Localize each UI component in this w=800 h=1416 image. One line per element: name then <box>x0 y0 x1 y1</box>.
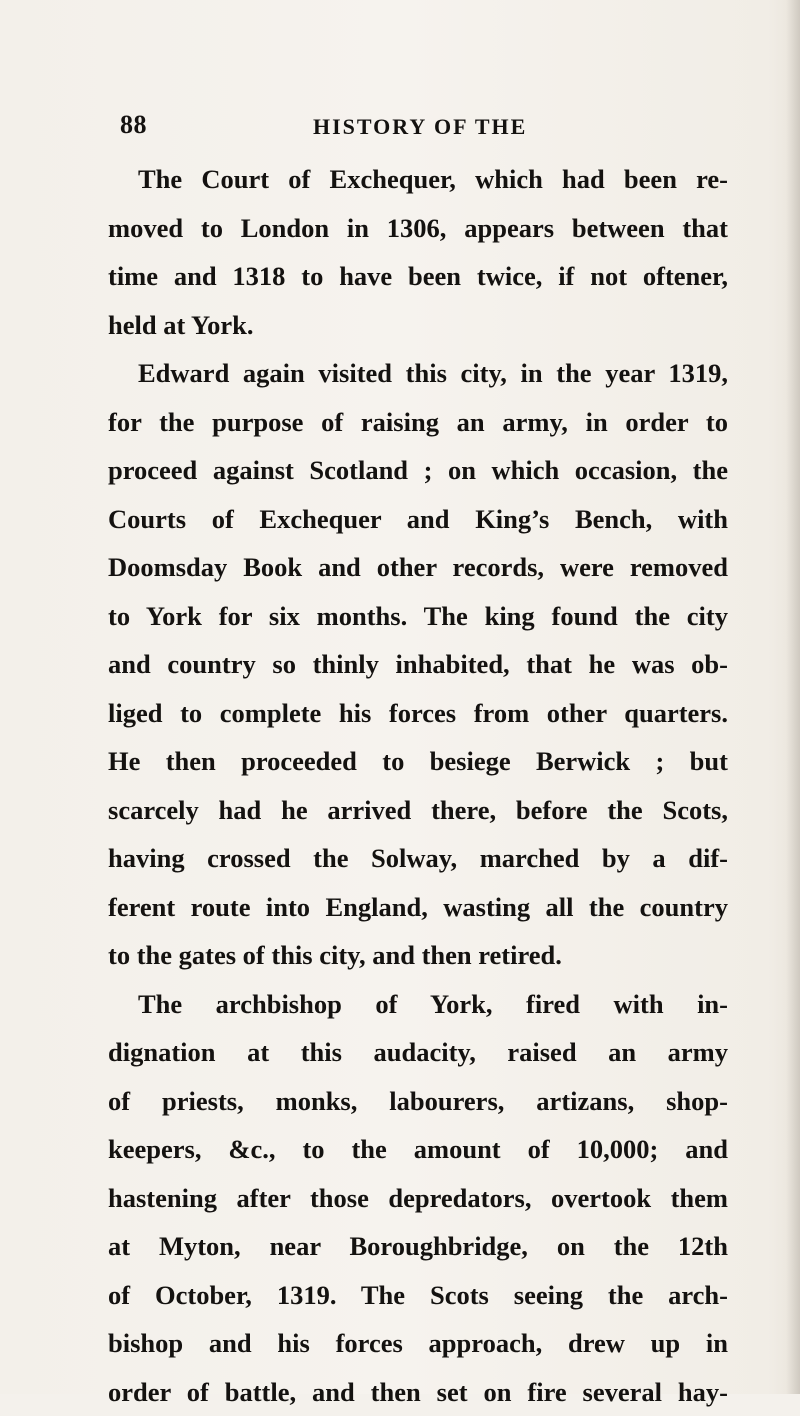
text-line: The archbishop of York, fired with in- <box>108 980 728 1029</box>
running-title: HISTORY OF THE <box>313 114 527 140</box>
text-line: proceed against Scotland ; on which occasion, the <box>108 446 728 495</box>
text-line: moved to London in 1306, appears between that <box>108 204 728 253</box>
page-edge-shadow <box>786 0 800 1394</box>
text-line: to the gates of this city, and then retired. <box>108 931 728 980</box>
text-line: keepers, &c., to the amount of 10,000; and <box>108 1125 728 1174</box>
text-line: liged to complete his forces from other quarters. <box>108 689 728 738</box>
text-line: Courts of Exchequer and King’s Bench, with <box>108 495 728 544</box>
running-head <box>120 110 720 144</box>
text-line: The Court of Exchequer, which had been re- <box>108 155 728 204</box>
text-line: time and 1318 to have been twice, if not oftener, <box>108 252 728 301</box>
text-line: Edward again visited this city, in the year 1319, <box>108 349 728 398</box>
text-line: Doomsday Book and other records, were removed <box>108 543 728 592</box>
page-number: 88 <box>120 110 147 140</box>
text-line: scarcely had he arrived there, before the Scots, <box>108 786 728 835</box>
text-line: order of battle, and then set on fire several hay- <box>108 1368 728 1416</box>
body-text <box>108 155 728 1416</box>
text-line: and country so thinly inhabited, that he was ob- <box>108 640 728 689</box>
text-line: at Myton, near Boroughbridge, on the 12th <box>108 1222 728 1271</box>
text-line: ferent route into England, wasting all the country <box>108 883 728 932</box>
text-line: having crossed the Solway, marched by a dif- <box>108 834 728 883</box>
text-line: held at York. <box>108 301 728 350</box>
text-line: bishop and his forces approach, drew up in <box>108 1319 728 1368</box>
text-line: dignation at this audacity, raised an army <box>108 1028 728 1077</box>
text-line: hastening after those depredators, overtook them <box>108 1174 728 1223</box>
text-line: He then proceeded to besiege Berwick ; but <box>108 737 728 786</box>
text-line: of October, 1319. The Scots seeing the arch- <box>108 1271 728 1320</box>
text-line: to York for six months. The king found the city <box>108 592 728 641</box>
text-line: of priests, monks, labourers, artizans, shop- <box>108 1077 728 1126</box>
text-line: for the purpose of raising an army, in order to <box>108 398 728 447</box>
